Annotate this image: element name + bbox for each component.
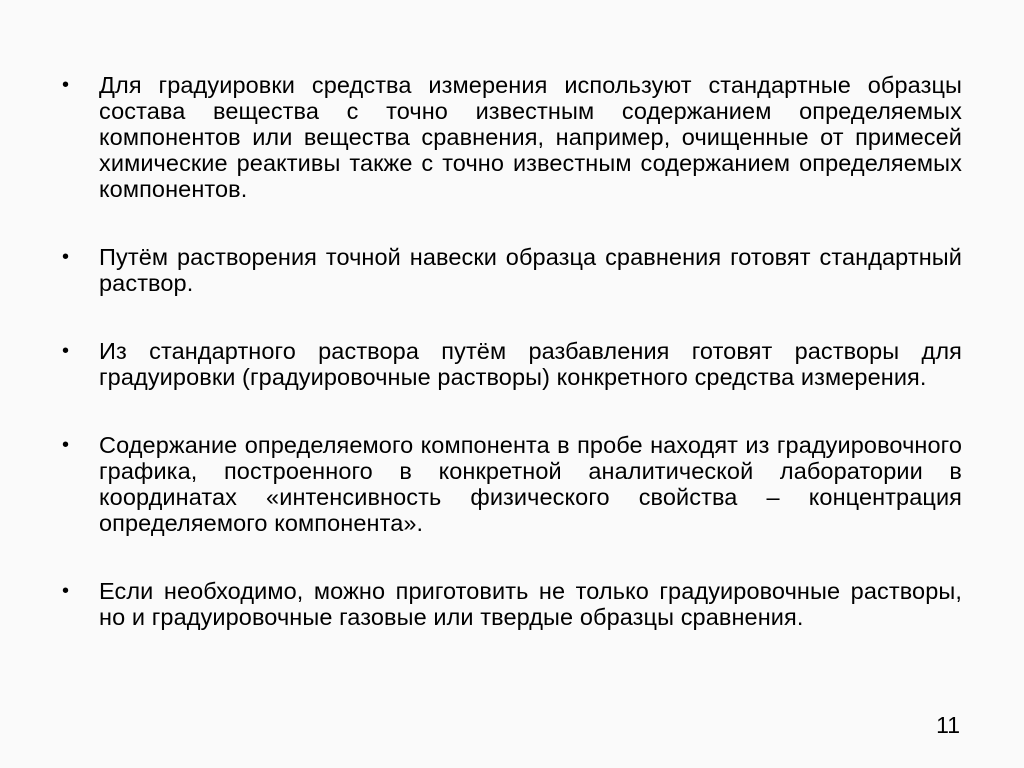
bullet-item-1	[62, 72, 962, 202]
bullet-text-4: Содержание определяемого компонента в пробе находят из градуировочного графика, построенного в конкретной аналитической лаборатории в координатах «интенсивность физического свойства – концентрация определяемого компонента».	[99, 432, 962, 536]
page-number: 11	[936, 712, 960, 738]
bullet-item-2	[62, 244, 962, 296]
bullet-text-2: Путём растворения точной навески образца сравнения готовят стандартный раствор.	[99, 244, 962, 296]
bullet-marker: •	[62, 580, 70, 602]
bullet-item-5	[62, 578, 962, 630]
bullet-list	[62, 72, 962, 630]
bullet-marker: •	[62, 246, 70, 268]
bullet-marker: •	[62, 340, 70, 362]
bullet-marker: •	[62, 74, 70, 96]
bullet-text-3: Из стандартного раствора путём разбавления готовят растворы для градуировки (градуировочные растворы) конкретного средства измерения.	[99, 338, 962, 390]
bullet-item-4	[62, 432, 962, 536]
bullet-text-1: Для градуировки средства измерения используют стандартные образцы состава вещества с точно известным содержанием определяемых компонентов или вещества сравнения, например, очищенные от примесей химические реактивы также с точно известным содержанием определяемых компонентов.	[99, 72, 962, 202]
bullet-text-5: Если необходимо, можно приготовить не только градуировочные растворы, но и градуировочные газовые или твердые образцы сравнения.	[99, 578, 962, 630]
bullet-item-3	[62, 338, 962, 390]
bullet-marker: •	[62, 434, 70, 456]
